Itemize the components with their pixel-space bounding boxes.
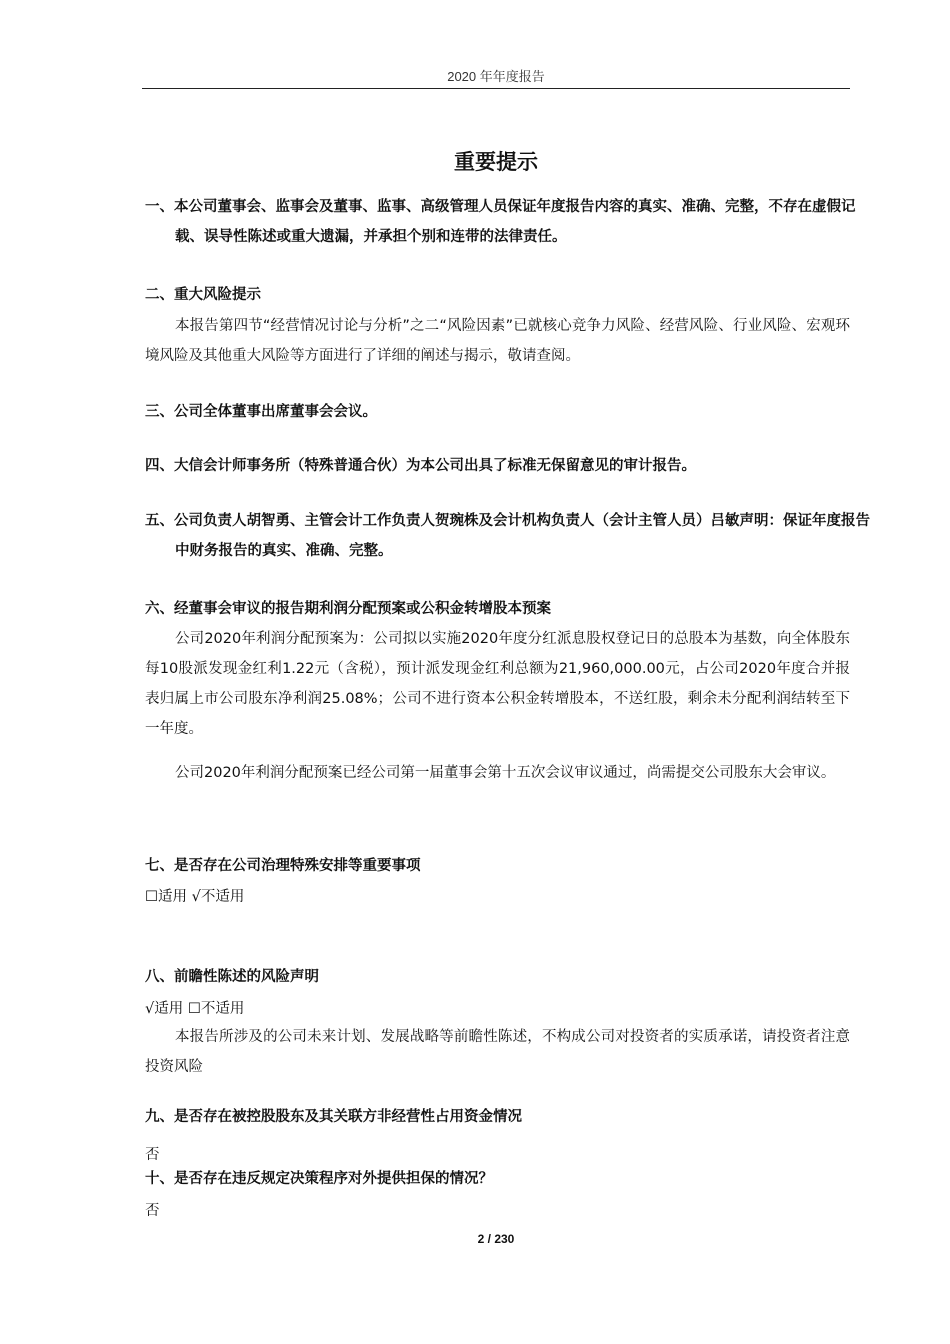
- section-6-paragraph-1: 公司2020年利润分配预案为：公司拟以实施2020年度分红派息股权登记日的总股本为基数，向全体股东每10股派发现金红利1.22元（含税），预计派发现金红利总额为21,960,000.00元，占公司2020年度合并报表归属上市公司股东净利润25.08%；公司不进行资本公积金转增股本，不送红股，剩余未分配利润结转至下一年度。: [145, 631, 850, 737]
- section-6-heading: 六、经董事会审议的报告期利润分配预案或公积金转增股本预案: [145, 601, 551, 617]
- page-number: 2 / 230: [477, 1232, 515, 1246]
- section-9-answer: 否: [145, 1147, 160, 1163]
- section-6-paragraph-2: 公司2020年利润分配预案已经公司第一届董事会第十五次会议审议通过，尚需提交公司股东大会审议。: [175, 765, 836, 781]
- section-2-heading: 二、重大风险提示: [145, 287, 261, 303]
- section-8-body: 本报告所涉及的公司未来计划、发展战略等前瞻性陈述，不构成公司对投资者的实质承诺，请投资者注意投资风险: [145, 1029, 850, 1075]
- section-7-options: ☐适用 √不适用: [145, 889, 245, 905]
- section-5-statement: 五、公司负责人胡智勇、主管会计工作负责人贺琬株及会计机构负责人（会计主管人员）吕敏声明：保证年度报告中财务报告的真实、准确、完整。: [145, 513, 870, 559]
- section-1-statement: 一、本公司董事会、监事会及董事、监事、高级管理人员保证年度报告内容的真实、准确、完整，不存在虚假记载、误导性陈述或重大遗漏，并承担个别和连带的法律责任。: [145, 199, 856, 245]
- section-8-heading: 八、前瞻性陈述的风险声明: [145, 969, 319, 985]
- section-10-answer: 否: [145, 1203, 160, 1219]
- section-7-heading: 七、是否存在公司治理特殊安排等重要事项: [145, 858, 421, 874]
- section-10-heading: 十、是否存在违反规定决策程序对外提供担保的情况？: [145, 1171, 493, 1187]
- section-8-options: √适用 ☐不适用: [145, 1001, 245, 1017]
- section-4-statement: 四、大信会计师事务所（特殊普通合伙）为本公司出具了标准无保留意见的审计报告。: [145, 458, 696, 474]
- page-header: 2020 年年度报告: [447, 69, 545, 84]
- section-2-body: 本报告第四节“经营情况讨论与分析”之二“风险因素”已就核心竞争力风险、经营风险、行业风险、宏观环境风险及其他重大风险等方面进行了详细的阐述与揭示，敬请查阅。: [145, 318, 850, 364]
- header-divider: [142, 88, 850, 89]
- section-3-statement: 三、公司全体董事出席董事会会议。: [145, 404, 377, 420]
- section-9-heading: 九、是否存在被控股股东及其关联方非经营性占用资金情况: [145, 1109, 522, 1125]
- page-title: 重要提示: [454, 150, 538, 174]
